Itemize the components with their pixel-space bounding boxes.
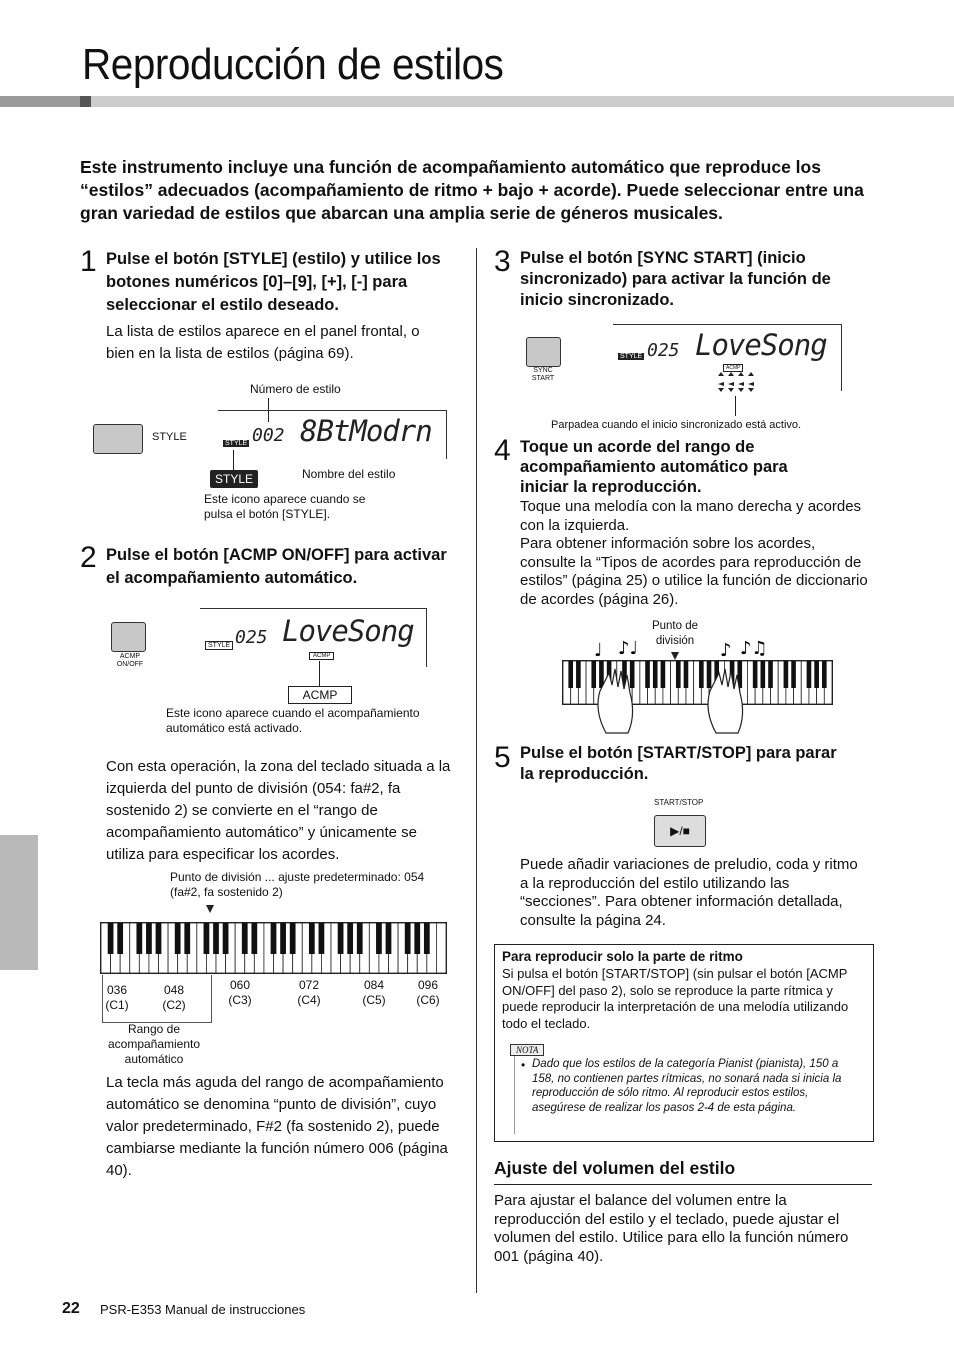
step5-title: Pulse el botón [START/STOP] para parar la reproducción. xyxy=(520,744,837,783)
step5-number: 5 xyxy=(494,741,511,774)
lcd-style-name: 8BtModrn xyxy=(300,414,432,448)
style-icon-note: Este icono aparece cuando se pulsa el botón [STYLE]. xyxy=(204,492,366,521)
black-key xyxy=(661,661,666,688)
key-number-label: 084 (C5) xyxy=(362,978,386,1007)
black-key xyxy=(753,661,758,688)
black-key xyxy=(791,661,796,688)
rhythm-box-title: Para reproducir solo la parte de ritmo xyxy=(502,949,743,964)
section-rule xyxy=(494,1184,872,1185)
black-key xyxy=(117,923,123,954)
manual-name: PSR-E353 Manual de instrucciones xyxy=(100,1302,306,1317)
intro-paragraph: Este instrumento incluye una función de acompañamiento automático que reproduce los “estilos” adecuados (acompañamiento de ritmo + bajo + acorde). Puede seleccionar entre una gran variedad de estilos que abarcan una amplia serie de géneros musicales. xyxy=(80,157,864,223)
black-key xyxy=(251,923,257,954)
black-key xyxy=(707,661,712,688)
acmp-icon-note: Este icono aparece cuando el acompañamiento automático está activado. xyxy=(166,706,420,735)
lcd-style-number: 025 xyxy=(647,340,680,361)
lcd-style-icon: STYLE xyxy=(205,641,233,650)
sync-blink-note: Parpadea cuando el inicio sincronizado está activo. xyxy=(551,419,802,431)
step4-title: Toque un acorde del rango de acompañamiento automático para iniciar la reproducción. xyxy=(520,438,788,496)
sync-beat-arrows xyxy=(716,372,756,394)
lcd-style-number: 025 xyxy=(235,627,268,648)
svg-text:♪: ♪ xyxy=(720,640,732,661)
black-key xyxy=(807,661,812,688)
keyboard-keys xyxy=(101,923,446,973)
step4-number: 4 xyxy=(494,434,511,467)
sync-start-label: SYNC START xyxy=(531,367,555,382)
key-number-label: 060 (C3) xyxy=(228,978,252,1007)
black-key xyxy=(576,661,581,688)
black-key xyxy=(357,923,363,954)
callout-style-name: Nombre del estilo xyxy=(302,467,396,481)
black-key xyxy=(338,923,344,954)
black-key xyxy=(146,923,152,954)
black-key xyxy=(376,923,382,954)
volume-body: Para ajustar el balance del volumen entre la reproducción del estilo y el teclado, puede ajustar el volumen del estilo. Utilice para ello la función número 001 (página 40). xyxy=(494,1192,849,1265)
black-key xyxy=(630,661,635,688)
page-title: Reproducción de estilos xyxy=(82,40,504,89)
black-key xyxy=(761,661,766,688)
step4-body: Toque una melodía con la mano derecha y acordes con la izquierda. Para obtener información sobre los acordes, consulte la “Tipos de acordes para reproducción de estilos” (página 25) o utilice la función de diccionario de acordes (página 26). xyxy=(520,498,868,608)
black-key xyxy=(223,923,229,954)
style-icon-label: STYLE xyxy=(210,470,258,488)
split-arrow xyxy=(206,905,214,913)
acmp-range-label: Rango de acompañamiento automático xyxy=(107,1022,201,1066)
black-key xyxy=(568,661,573,688)
start-stop-button[interactable]: ▶/■ xyxy=(654,815,706,847)
step2-number: 2 xyxy=(80,541,97,574)
key-number-label: 096 (C6) xyxy=(416,978,440,1007)
black-key xyxy=(784,661,789,688)
acmp-button[interactable] xyxy=(111,622,146,652)
sync-start-button[interactable] xyxy=(526,337,561,367)
black-key xyxy=(405,923,411,954)
black-key xyxy=(271,923,277,954)
lcd-style-icon: STYLE xyxy=(225,440,248,447)
key-number-label: 072 (C4) xyxy=(297,978,321,1007)
title-rule-square xyxy=(80,96,91,107)
title-rule-light xyxy=(91,96,954,107)
black-key xyxy=(156,923,162,954)
lcd-acmp-icon: ACMP xyxy=(723,364,743,372)
callout-style-number: Número de estilo xyxy=(250,382,341,396)
keyboard-split-diagram xyxy=(100,922,448,974)
black-key xyxy=(204,923,210,954)
nota-badge: NOTA xyxy=(510,1044,544,1056)
black-key xyxy=(213,923,219,954)
black-key xyxy=(591,661,596,688)
step3-number: 3 xyxy=(494,245,511,278)
black-key xyxy=(645,661,650,688)
black-key xyxy=(242,923,248,954)
black-key xyxy=(424,923,430,954)
black-key xyxy=(822,661,827,688)
black-key xyxy=(319,923,325,954)
step1-body: La lista de estilos aparece en el panel frontal, o bien en la lista de estilos (página 69). xyxy=(106,323,420,362)
style-button[interactable] xyxy=(93,424,143,454)
black-key xyxy=(347,923,353,954)
step2-title: Pulse el botón [ACMP ON/OFF] para activar el acompañamiento automático. xyxy=(106,546,447,587)
lcd-style-icon: STYLE xyxy=(620,353,643,360)
step2-body2: La tecla más aguda del rango de acompañamiento automático se denomina “punto de división”, cuyo valor predeterminado, F#2 (fa sostenido 2), puede cambiarse mediante la función número 006 (página 40). xyxy=(106,1074,448,1179)
key-number-label: 036 (C1) xyxy=(105,983,129,1012)
black-key xyxy=(309,923,315,954)
key-number-label: 048 (C2) xyxy=(162,983,186,1012)
lcd-acmp-icon: ACMP xyxy=(309,652,334,660)
step1-title: Pulse el botón [STYLE] (estilo) y utilice los botones numéricos [0]–[9], [+], [-] para seleccionar el estilo deseado. xyxy=(106,250,441,314)
step5-body: Puede añadir variaciones de preludio, coda y ritmo a la reproducción del estilo utilizando las “secciones”. Para obtener información detallada, consulte la página 24. xyxy=(520,856,858,929)
black-key xyxy=(676,661,681,688)
black-key xyxy=(175,923,181,954)
black-key xyxy=(136,923,142,954)
lcd-style-number: 002 xyxy=(252,425,285,446)
split-point-note: Punto de división ... ajuste predeterminado: 054 (fa#2, fa sostenido 2) xyxy=(170,870,425,899)
black-key xyxy=(653,661,658,688)
black-key xyxy=(386,923,392,954)
page-number: 22 xyxy=(62,1300,80,1317)
step1-number: 1 xyxy=(80,245,97,278)
nota-text: Dado que los estilos de la categoría Pianist (pianista), 150 a 158, no contienen partes rítmicas, no sonará nada si inicia la reproducción de sólo ritmo. Al reproducir estos estilos, asegúrese de realizar los pasos 2-4 de esta página. xyxy=(532,1058,842,1114)
lcd-style-name: LoveSong xyxy=(282,614,414,648)
black-key xyxy=(414,923,420,954)
side-tab xyxy=(0,835,38,970)
black-key xyxy=(290,923,296,954)
svg-text:♪♫: ♪♫ xyxy=(740,638,768,659)
white-key xyxy=(436,923,446,973)
callout-line xyxy=(233,450,234,470)
start-stop-label: START/STOP xyxy=(654,798,704,807)
black-key xyxy=(814,661,819,688)
black-key xyxy=(184,923,190,954)
black-key xyxy=(768,661,773,688)
black-key xyxy=(699,661,704,688)
step3-title: Pulse el botón [SYNC START] (inicio sincronizado) para activar la función de inicio sincronizado. xyxy=(520,249,831,309)
callout-line xyxy=(735,396,736,416)
column-divider xyxy=(476,248,477,1293)
step2-body: Con esta operación, la zona del teclado situada a la izquierda del punto de división (054: fa#2, fa sostenido 2) se convierte en el “rango de acompañamiento automático” y únicamente se utiliza para especificar los acordes. xyxy=(106,758,451,863)
style-button-label: STYLE xyxy=(152,431,187,443)
volume-section-title: Ajuste del volumen del estilo xyxy=(494,1158,736,1178)
acmp-button-label: ACMP ON/OFF xyxy=(116,653,144,668)
nota-bullet: • xyxy=(521,1058,526,1072)
black-key xyxy=(108,923,114,954)
lcd-style-name: LoveSong xyxy=(695,328,827,362)
callout-line xyxy=(319,661,320,687)
nota-rule xyxy=(514,1056,515,1134)
svg-text:♪♩: ♪♩ xyxy=(618,638,638,659)
black-key xyxy=(280,923,286,954)
split-point-label: Punto de división xyxy=(651,620,699,647)
black-key xyxy=(684,661,689,688)
svg-text:♩: ♩ xyxy=(594,640,603,661)
title-rule-dark xyxy=(0,96,80,107)
acmp-label: ACMP xyxy=(288,686,352,704)
keyboard-hands-diagram xyxy=(560,636,840,746)
rhythm-box-body: Si pulsa el botón [START/STOP] (sin pulsar el botón [ACMP ON/OFF] del paso 2), solo se reproduce la parte rítmica y puede reproducir la interpretación de una melodía utilizando todo el teclado. xyxy=(502,966,849,1031)
